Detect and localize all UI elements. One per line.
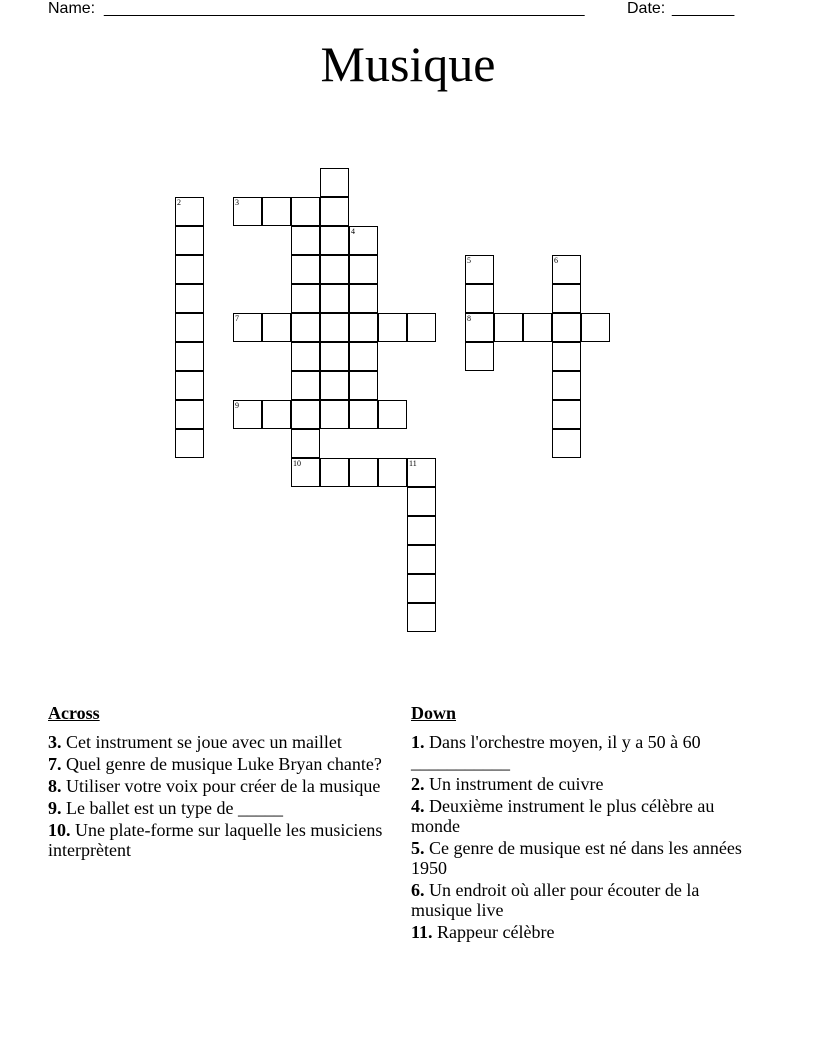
crossword-cell[interactable]	[465, 255, 494, 284]
clue-text: Cet instrument se joue avec un maillet	[61, 732, 342, 752]
crossword-cell[interactable]	[175, 400, 204, 429]
crossword-cell[interactable]	[320, 197, 349, 226]
crossword-cell[interactable]	[349, 342, 378, 371]
crossword-cell[interactable]	[262, 197, 291, 226]
clue-number-label: 3.	[48, 732, 62, 752]
clue-text: Le ballet est un type de _____	[61, 798, 283, 818]
crossword-cell[interactable]	[291, 226, 320, 255]
clue-number: 6	[554, 256, 558, 265]
clue-number: 4	[351, 227, 355, 236]
crossword-cell[interactable]	[552, 255, 581, 284]
crossword-cell[interactable]	[349, 313, 378, 342]
crossword-cell[interactable]	[291, 284, 320, 313]
crossword-cell[interactable]	[175, 313, 204, 342]
clue-text: Quel genre de musique Luke Bryan chante?	[61, 754, 382, 774]
clue-text: Un instrument de cuivre	[424, 774, 604, 794]
crossword-cell[interactable]	[407, 458, 436, 487]
page-title: Musique	[320, 36, 496, 92]
clue-text: Utiliser votre voix pour créer de la musique	[61, 776, 381, 796]
clue-number-label: 2.	[411, 774, 425, 794]
clue-number-label: 9.	[48, 798, 62, 818]
crossword-cell[interactable]	[320, 284, 349, 313]
crossword-cell[interactable]	[523, 313, 552, 342]
crossword-cell[interactable]	[291, 255, 320, 284]
crossword-cell[interactable]	[349, 284, 378, 313]
crossword-cell[interactable]	[320, 313, 349, 342]
crossword-cell[interactable]	[465, 284, 494, 313]
clue-number-label: 5.	[411, 838, 425, 858]
crossword-cell[interactable]	[291, 342, 320, 371]
crossword-cell[interactable]	[320, 226, 349, 255]
crossword-cell[interactable]	[378, 400, 407, 429]
name-label: Name:	[48, 0, 96, 17]
down-clue	[411, 838, 751, 878]
crossword-cell[interactable]	[175, 226, 204, 255]
crossword-cell[interactable]	[262, 400, 291, 429]
crossword-cell[interactable]	[349, 226, 378, 255]
crossword-cell[interactable]	[552, 429, 581, 458]
down-clue	[411, 774, 751, 794]
crossword-cell[interactable]	[175, 371, 204, 400]
across-clue-list	[48, 732, 384, 860]
clue-number: 11	[409, 459, 417, 468]
crossword-cell[interactable]	[349, 400, 378, 429]
down-clue	[411, 732, 751, 772]
clue-number: 3	[235, 198, 239, 207]
clue-number-label: 6.	[411, 880, 425, 900]
crossword-cell[interactable]	[175, 255, 204, 284]
down-clue	[411, 880, 751, 920]
crossword-cell[interactable]	[465, 313, 494, 342]
across-clue	[48, 820, 384, 860]
clue-text: Deuxième instrument le plus célèbre au monde	[411, 796, 715, 836]
crossword-cell[interactable]	[291, 371, 320, 400]
down-clues	[411, 702, 751, 944]
crossword-cell[interactable]	[262, 313, 291, 342]
crossword-cell[interactable]	[465, 342, 494, 371]
crossword-cell[interactable]	[407, 487, 436, 516]
clue-text: Dans l'orchestre moyen, il y a 50 à 60 ___________	[411, 732, 701, 772]
name-field[interactable]: ______________________________________________________	[104, 0, 585, 17]
crossword-cell[interactable]	[407, 545, 436, 574]
crossword-cell[interactable]	[233, 400, 262, 429]
down-clue-list	[411, 732, 751, 942]
down-clue	[411, 796, 751, 836]
across-clue	[48, 798, 384, 818]
crossword-cell[interactable]	[349, 371, 378, 400]
crossword-cell[interactable]	[407, 516, 436, 545]
crossword-cell[interactable]	[291, 400, 320, 429]
clue-number: 8	[467, 314, 471, 323]
crossword-cell[interactable]	[320, 371, 349, 400]
clue-number: 7	[235, 314, 239, 323]
date-label: Date:	[627, 0, 666, 17]
crossword-cell[interactable]	[320, 458, 349, 487]
clue-number-label: 1.	[411, 732, 425, 752]
clue-number: 2	[177, 198, 181, 207]
across-heading: Across	[48, 703, 100, 723]
clue-text: Ce genre de musique est né dans les années 1950	[411, 838, 742, 878]
crossword-cell[interactable]	[378, 458, 407, 487]
crossword-cell[interactable]	[349, 458, 378, 487]
across-clue	[48, 776, 384, 796]
crossword-cell[interactable]	[320, 400, 349, 429]
crossword-cell[interactable]	[407, 574, 436, 603]
crossword-cell[interactable]	[175, 342, 204, 371]
crossword-cell[interactable]	[320, 342, 349, 371]
crossword-cell[interactable]	[233, 313, 262, 342]
crossword-cell[interactable]	[291, 313, 320, 342]
clue-text: Rappeur célèbre	[432, 922, 555, 942]
crossword-cell[interactable]	[175, 429, 204, 458]
crossword-cell[interactable]	[349, 255, 378, 284]
date-field[interactable]: _______	[672, 0, 735, 17]
crossword-cell[interactable]	[407, 313, 436, 342]
clue-number: 5	[467, 256, 471, 265]
across-clue	[48, 754, 384, 774]
down-heading: Down	[411, 703, 457, 723]
crossword-cell[interactable]	[175, 284, 204, 313]
crossword-cell[interactable]	[291, 429, 320, 458]
crossword-cell[interactable]	[233, 197, 262, 226]
clue-number-label: 4.	[411, 796, 425, 816]
crossword-cell[interactable]	[552, 313, 581, 342]
crossword-cell[interactable]	[552, 342, 581, 371]
crossword-cell[interactable]	[320, 255, 349, 284]
across-clue	[48, 732, 384, 752]
crossword-cell[interactable]	[291, 458, 320, 487]
crossword-cell[interactable]	[407, 603, 436, 632]
crossword-cell[interactable]	[494, 313, 523, 342]
down-clue	[411, 922, 751, 942]
crossword-cell[interactable]	[552, 400, 581, 429]
across-clues	[48, 702, 384, 862]
clue-number-label: 11.	[411, 922, 433, 942]
crossword-cell[interactable]	[291, 197, 320, 226]
crossword-cell[interactable]	[581, 313, 610, 342]
clue-number: 9	[235, 401, 239, 410]
crossword-cell[interactable]	[320, 168, 349, 197]
crossword-cell[interactable]	[175, 197, 204, 226]
clue-text: Une plate-forme sur laquelle les musiciens interprètent	[48, 820, 383, 860]
clue-text: Un endroit où aller pour écouter de la musique live	[411, 880, 700, 920]
clue-number: 10	[293, 459, 301, 468]
crossword-cell[interactable]	[552, 371, 581, 400]
clue-number-label: 7.	[48, 754, 62, 774]
crossword-cell[interactable]	[378, 313, 407, 342]
clue-number-label: 10.	[48, 820, 71, 840]
crossword-cell[interactable]	[552, 284, 581, 313]
clue-number-label: 8.	[48, 776, 62, 796]
